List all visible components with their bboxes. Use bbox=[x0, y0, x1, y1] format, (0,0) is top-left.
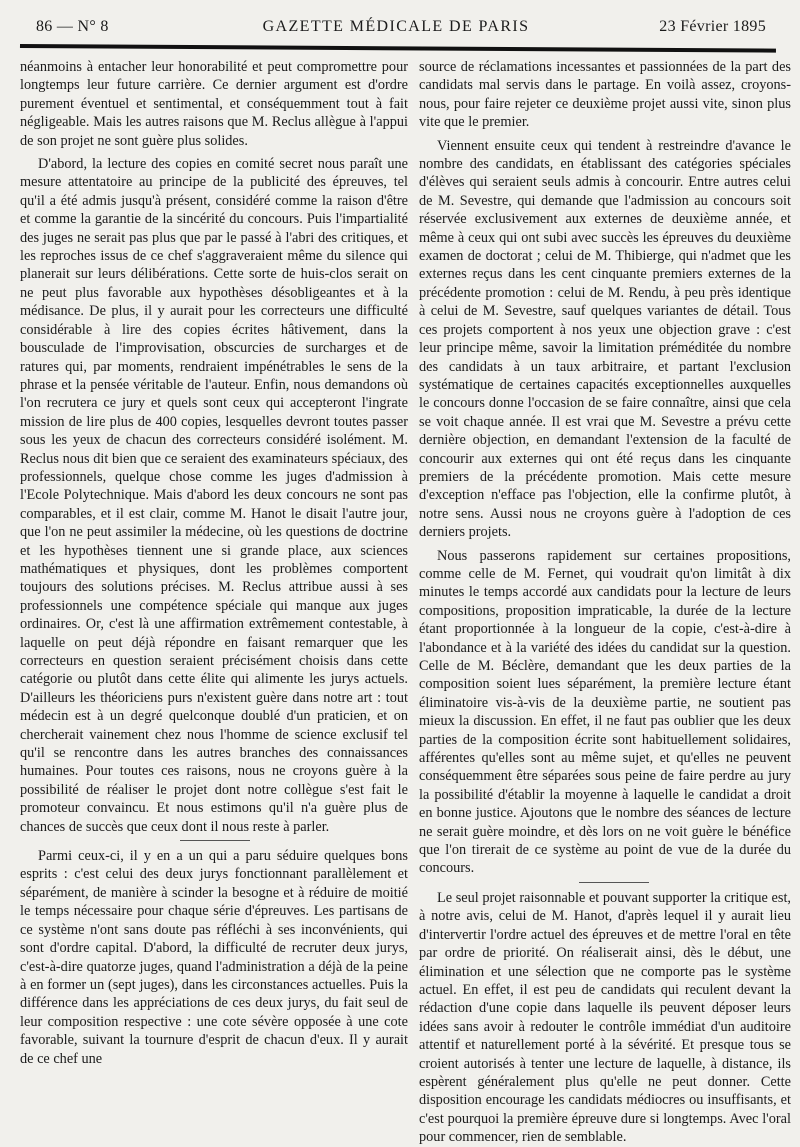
paragraph: source de réclamations incessantes et passionnées de la part des candidats mal servis dans le partage. En voilà assez, croyons-nous, pour faire rejeter ce deuxième projet aussi vite, sinon plus vite que le premier. bbox=[419, 59, 791, 131]
paragraph: D'abord, la lecture des copies en comité secret nous paraît une mesure attentatoire au principe de la publicité des épreuves, tel qu'il a été admis jusqu'à présent, considéré comme la raison d'être et comme la garantie de la sincérité du concours. Puis l'impartialité des juges ne serait pas plus que par le passé à l'abri des critiques, et les reproches issus de ce chef s'aggraveraient même du silence qui planerait sur leurs délibérations. Cette sorte de huis-clos serait on ne peut plus favorable aux hypothèses désobligeantes et à la médisance. De plus, il y aurait pour les correcteurs une difficulté considérable à lire des copies écrites hâtivement, dans la bousculade de l'improvisation, obscurcies de surcharges et de ratures qui, par moments, rendraient impénétrables le sens de la phrase et la pensée véritable de l'auteur. Enfin, nous demandons où l'on recrutera ce jury et quels sont ceux qui accepteront l'ingrate mission de lire plus de 400 copies, lesquelles devront toutes passer sous les yeux de chacun des correcteurs considéré isolément. M. Reclus nous dit bien que ce seraient des examinateurs spéciaux, des professionnels, quelque chose comme les juges d'admission à l'Ecole Polytechnique. Mais d'abord les deux concours ne sont pas comparables, et il est clair, comme M. Hanot le disait l'autre jour, que l'on ne peut assimiler la médecine, où les questions de doctrine et les hypothèses tiennent une si grande place, aux sciences mathématiques et physiques, dont les problèmes comportent toujours des solutions précises. M. Reclus attribue aussi à ses professionnels une compétence spéciale qui manque aux juges ordinaires. Or, c'est là une affirmation extrêmement contestable, à laquelle on peut déjà répondre en faisant remarquer que les correcteurs en question seraient précisément choisis dans cette catégorie ou plutôt dans cette élite qui alimente les jurys actuels. D'ailleurs les théoriciens purs n'existent guère dans notre art : tout médecin est à un degré quelconque doublé d'un praticien, et on chercherait vainement chez nous l'homme de science exclusif tel qu'il se rencontre dans les autres branches des connaissances humaines. Pour toutes ces raisons, nous ne croyons guère à la possibilité de réaliser le projet dont notre collègue s'est fait le promoteur convaincu. Et nous estimons qu'il n'a guère plus de chances de succès que ceux dont il nous reste à parler. bbox=[20, 156, 408, 835]
section-separator bbox=[180, 840, 250, 841]
paragraph: Parmi ceux-ci, il y en a un qui a paru séduire quelques bons esprits : c'est celui des deux jurys fonctionnant parallèlement et séparément, de manière à scinder la besogne et à réduire de moitié le temps nécessaire pour chaque série d'épreuves. Les partisans de ce système n'ont sans doute pas réfléchi à ses inconvénients, qui sont d'ordre capital. D'abord, la difficulté de recruter deux jurys, c'est-à-dire quatorze juges, quand l'administration a déjà de la peine à en former un (sept juges), dans les circonstances actuelles. Puis la différence dans les appréciations de ces deux jurys, du fait seul de leur composition respective : une cote sévère opposée à une cote favorable, suivant la tournure d'esprit de chacun d'eux. Il y aurait de ce chef une bbox=[20, 848, 408, 1067]
paragraph: néanmoins à entacher leur honorabilité et peut compromettre pour longtemps leur future carrière. Ce dernier argument est d'ordre purement éventuel et sentimental, et conséquemment tout à fait négligeable. Mais les autres raisons que M. Reclus allègue à l'appui de son projet ne sont guère plus solides. bbox=[20, 59, 408, 149]
journal-title: GAZETTE MÉDICALE DE PARIS bbox=[262, 18, 530, 35]
right-column bbox=[419, 58, 791, 1146]
paragraph: Nous passerons rapidement sur certaines propositions, comme celle de M. Fernet, qui voudrait qu'on limitât à dix minutes le temps accordé aux candidats pour la lecture de leurs compositions, proposition impraticable, la durée de la lecture étant proportionnée à la longueur de la copie, c'est-à-dire à l'abondance et à la variété des idées du candidat sur la question. Celle de M. Béclère, demandant que les deux parties de la composition soient lues séparément, la première lecture étant éliminatoire vis-à-vis de la deuxième partie, ne soutient pas mieux la discussion. En effet, il ne faut pas oublier que les deux parties de la composition écrite sont habituellement solidaires, afférentes qu'elles sont au même sujet, et qu'elles ne peuvent conséquemment être séparées sous peine de faire perdre au jury la possibilité d'établir la moyenne à laquelle le candidat a droit en bonne justice. Ajoutons que le nombre des séances de lecture ne serait guère moindre, et dès lors on ne voit guère le bénéfice que l'on tirerait de ce système au point de vue de la durée du concours. bbox=[419, 547, 791, 877]
paragraph: Viennent ensuite ceux qui tendent à restreindre d'avance le nombre des candidats, en établissant des catégories spéciales d'élèves qui seraient seuls admis à concourir. Entre autres celui de M. Sevestre, qui demande que l'admission au concours soit réservée exclusivement aux externes de deuxième année, et même à ceux qui ont subi avec succès les épreuves du deuxième examen de doctorat ; celui de M. Thibierge, qui n'admet que les externes reçus dans les cent cinquante premiers externes de la précédente promotion : celui de M. Rendu, à peu près identique à celui de M. Sevestre, sauf quelques variantes de détail. Tous ces projets comportent à nos yeux une objection grave : c'est leur principe même, savoir la limitation préméditée du nombre des candidats à un taux arbitraire, et partant l'exclusion systématique de certaines capacités exceptionnelles auxquelles le concours donne l'occasion de se faire connaître, ainsi que cela se voit chaque année. Il est vrai que M. Sevestre a prévu cette dernière objection, en demandant l'extension de la faculté de concourir aux externes qui ont été reçus dans les cinquante premiers de la précédente promotion. Mais cette mesure d'exception n'efface pas l'objection, elle la confirme plutôt, à notre sens. Aussi nous ne croyons guère à l'adoption de ces derniers projets. bbox=[419, 137, 791, 541]
section-separator bbox=[579, 882, 649, 883]
left-column bbox=[20, 58, 408, 1098]
page-header bbox=[22, 14, 770, 38]
header-rule bbox=[20, 44, 776, 53]
page-number: 86 — N° 8 bbox=[36, 18, 109, 35]
paragraph: Le seul projet raisonnable et pouvant supporter la critique est, à notre avis, celui de M. Hanot, d'après lequel il y aurait lieu d'intervertir l'ordre actuel des épreuves et de mettre l'oral en tête par ordre de priorité. On réaliserait ainsi, dès le début, une élimination et une sélection que ne comporte pas le système actuel. En effet, il est peu de candidats qui reculent devant la rédaction d'une copie dans laquelle ils peuvent déposer leurs idées sans avoir à redouter le contrôle immédiat d'un auditoire attentif et naturellement porté à la sévérité. Et presque tous se croient autorisés à tenter une lecture de laquelle, à distance, ils espèrent généralement plus qu'elle ne peut donner. Cette disposition encourage les candidats médiocres ou insuffisants, et c'est pourquoi la première épreuve dure si longtemps. Avec l'oral pour commencer, rien de semblable. bbox=[419, 889, 791, 1146]
issue-date: 23 Février 1895 bbox=[659, 18, 766, 35]
